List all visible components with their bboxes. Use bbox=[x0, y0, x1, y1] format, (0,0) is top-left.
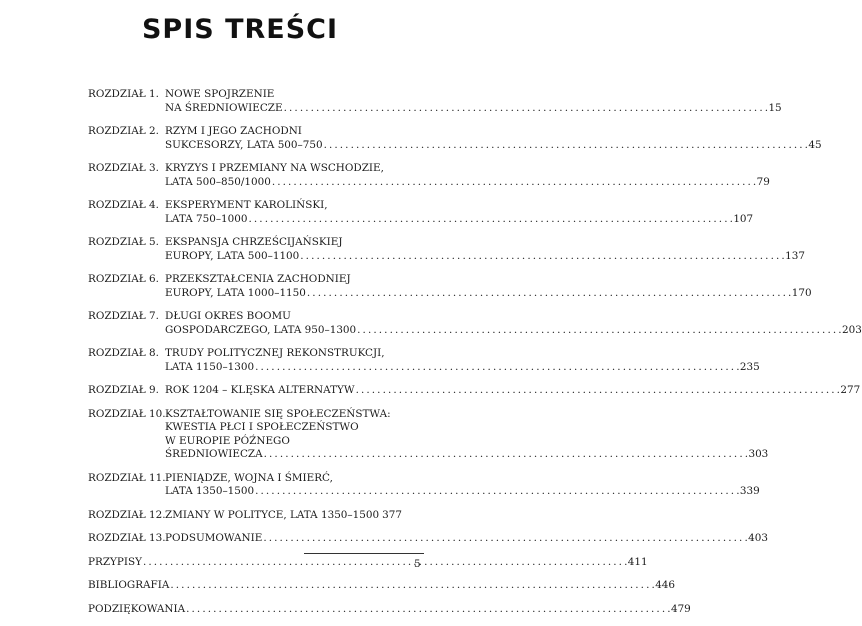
entry-title-line: LATA 1350–1500 bbox=[165, 485, 255, 497]
entry-last-line bbox=[165, 101, 782, 116]
entry-title-line: KWESTIA PŁCI I SPOŁECZEŃSTWO bbox=[165, 421, 359, 433]
entry-title-line: KSZTAŁTOWANIE SIĘ SPOŁECZEŃSTWA: bbox=[165, 407, 391, 420]
dot-leader bbox=[300, 250, 784, 264]
toc-entry bbox=[88, 273, 812, 300]
chapter-number: ROZDZIAŁ 3. bbox=[88, 162, 159, 174]
entry-title-line: ŚREDNIOWIECZA bbox=[165, 448, 263, 460]
entry-last-line bbox=[165, 532, 768, 546]
entry-last-line bbox=[165, 360, 760, 375]
dot-leader bbox=[143, 556, 627, 570]
entry-title-line: LATA 1150–1300 bbox=[165, 360, 255, 373]
chapter-number: ROZDZIAŁ 6. bbox=[88, 273, 159, 285]
entry-page-number: 446 bbox=[655, 579, 676, 591]
dot-leader bbox=[255, 361, 739, 375]
entry-page-number: 303 bbox=[748, 448, 769, 460]
entry-title-line: GOSPODARCZEGO, LATA 950–1300 bbox=[165, 323, 357, 336]
chapter-number: ROZDZIAŁ 12. bbox=[88, 508, 166, 521]
entry-page-number: 170 bbox=[791, 286, 812, 299]
entry-title-line: ZMIANY W POLITYCE, LATA 1350–1500 bbox=[165, 508, 380, 521]
entry-last-line bbox=[165, 323, 862, 338]
entry-last-line bbox=[165, 509, 402, 523]
entry-page-number: 107 bbox=[733, 212, 754, 225]
chapter-number: ROZDZIAŁ 1. bbox=[88, 88, 159, 100]
toc-entry bbox=[88, 347, 760, 374]
entry-title-line: KRYZYS I PRZEMIANY NA WSCHODZIE, bbox=[165, 162, 384, 174]
toc-entry bbox=[88, 532, 768, 546]
toc-entry bbox=[88, 407, 769, 462]
entry-last-line bbox=[165, 286, 812, 301]
toc-entry bbox=[88, 88, 782, 115]
chapter-number: ROZDZIAŁ 7. bbox=[88, 310, 159, 322]
entry-title-line: PIENIĄDZE, WOJNA I ŚMIERĆ, bbox=[165, 471, 333, 484]
dot-leader bbox=[170, 579, 654, 593]
toc-entry bbox=[88, 125, 822, 152]
entry-page-number: 235 bbox=[739, 360, 760, 373]
entry-page-number: 79 bbox=[756, 175, 770, 188]
dot-leader bbox=[186, 603, 670, 617]
table-of-contents bbox=[88, 88, 862, 626]
entry-title-line: EKSPANSJA CHRZEŚCIJAŃSKIEJ bbox=[165, 236, 343, 248]
entry-page-number: 277 bbox=[840, 384, 861, 396]
chapter-number: ROZDZIAŁ 11. bbox=[88, 471, 166, 484]
entry-last-line bbox=[165, 175, 770, 190]
entry-title-line: ROK 1204 – KLĘSKA ALTERNATYW bbox=[165, 384, 355, 396]
entry-title-line: TRUDY POLITYCZNEJ REKONSTRUKCJI, bbox=[165, 347, 385, 359]
entry-title-line: LATA 750–1000 bbox=[165, 212, 248, 225]
entry-page-number: 339 bbox=[739, 485, 760, 497]
toc-entry bbox=[88, 310, 862, 337]
entry-page-number: 45 bbox=[808, 138, 822, 151]
dot-leader bbox=[307, 287, 791, 301]
page-number: 5 bbox=[414, 558, 421, 570]
toc-entry bbox=[88, 555, 648, 570]
chapter-number: ROZDZIAŁ 8. bbox=[88, 347, 159, 359]
entry-page-number: 479 bbox=[670, 602, 691, 615]
entry-title-line: PRZEKSZTAŁCENIA ZACHODNIEJ bbox=[165, 273, 351, 285]
toc-entry bbox=[88, 471, 760, 499]
entry-last-line bbox=[165, 384, 861, 398]
toc-entry bbox=[88, 162, 770, 189]
entry-title-line: DŁUGI OKRES BOOMU bbox=[165, 310, 291, 322]
entry-page-number: 403 bbox=[748, 532, 768, 544]
toc-entry bbox=[88, 602, 691, 617]
entry-title-line: BIBLIOGRAFIA bbox=[88, 579, 170, 591]
chapter-number: ROZDZIAŁ 4. bbox=[88, 199, 159, 211]
entry-title-line: NA ŚREDNIOWIECZE bbox=[165, 101, 283, 114]
entry-title-line: PRZYPISY bbox=[88, 555, 142, 568]
chapter-number: ROZDZIAŁ 2. bbox=[88, 125, 159, 137]
entry-last-line bbox=[165, 249, 805, 264]
entry-last-line bbox=[88, 555, 648, 570]
entry-title-line: RZYM I JEGO ZACHODNI bbox=[165, 125, 302, 137]
dot-leader bbox=[356, 384, 840, 398]
dot-leader bbox=[272, 176, 756, 190]
entry-page-number: 203 bbox=[841, 323, 862, 336]
dot-leader bbox=[284, 102, 768, 116]
chapter-number: ROZDZIAŁ 9. bbox=[88, 384, 159, 396]
entry-page-number: 15 bbox=[768, 101, 782, 114]
toc-entry bbox=[88, 509, 402, 523]
entry-title-line: PODSUMOWANIE bbox=[165, 532, 263, 544]
entry-last-line bbox=[165, 138, 822, 153]
entry-title-line: SUKCESORZY, LATA 500–750 bbox=[165, 138, 323, 151]
entry-last-line bbox=[165, 212, 754, 227]
toc-entry bbox=[88, 579, 676, 593]
dot-leader bbox=[264, 448, 748, 462]
toc-entry bbox=[88, 384, 861, 398]
entry-title-line: NOWE SPOJRZENIE bbox=[165, 88, 275, 100]
dot-leader bbox=[357, 324, 841, 338]
dot-leader bbox=[263, 532, 747, 546]
dot-leader bbox=[255, 485, 739, 499]
entry-last-line bbox=[165, 485, 760, 499]
entry-page-number: 377 bbox=[382, 508, 402, 521]
dot-leader bbox=[248, 213, 732, 227]
entry-title-line: EUROPY, LATA 1000–1150 bbox=[165, 286, 306, 299]
entry-last-line bbox=[165, 448, 769, 462]
entry-title-line: W EUROPIE PÓŹNEGO bbox=[165, 434, 290, 447]
chapter-number: ROZDZIAŁ 5. bbox=[88, 236, 159, 248]
entry-last-line bbox=[88, 579, 676, 593]
dot-leader bbox=[324, 139, 808, 153]
entry-title-line: PODZIĘKOWANIA bbox=[88, 602, 186, 615]
toc-entry bbox=[88, 236, 805, 263]
footer-divider bbox=[304, 553, 424, 554]
entry-last-line bbox=[88, 602, 691, 617]
entry-page-number: 411 bbox=[627, 555, 648, 568]
chapter-number: ROZDZIAŁ 10. bbox=[88, 407, 166, 420]
entry-title-line: EKSPERYMENT KAROLIŃSKI, bbox=[165, 199, 328, 211]
entry-page-number: 137 bbox=[785, 249, 805, 262]
toc-entry bbox=[88, 199, 754, 226]
page-title: SPIS TREŚCI bbox=[141, 14, 339, 45]
entry-title-line: LATA 500–850/1000 bbox=[165, 175, 271, 188]
entry-title-line: EUROPY, LATA 500–1100 bbox=[165, 249, 300, 262]
chapter-number: ROZDZIAŁ 13. bbox=[88, 532, 166, 544]
dot-leader bbox=[380, 509, 381, 523]
